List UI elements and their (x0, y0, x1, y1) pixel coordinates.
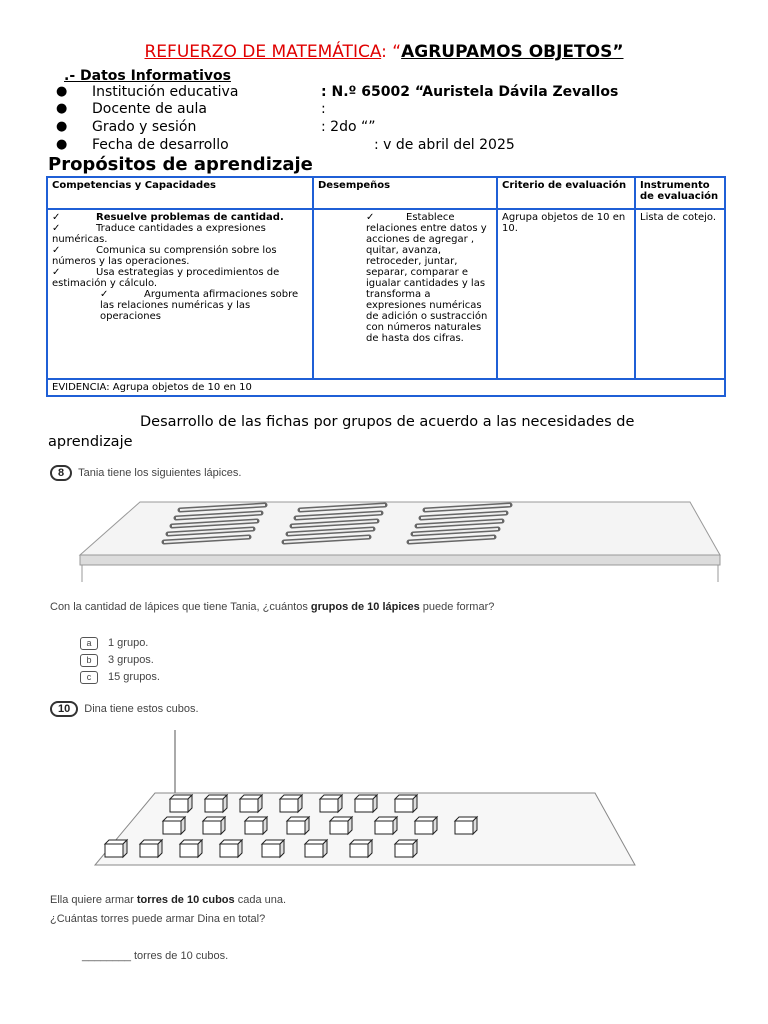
check-icon: ✓ (100, 289, 109, 300)
info-label: Docente de aula (92, 101, 207, 117)
q10-line1-post: cada una. (234, 894, 287, 906)
document-title (0, 42, 768, 62)
cube-icon (355, 795, 377, 812)
check-icon: ✓ (52, 212, 61, 223)
check-icon: ✓ (52, 245, 61, 256)
title-topic: AGRUPAMOS OBJETOS” (401, 42, 624, 62)
check-icon: ✓ (366, 212, 375, 223)
q10-line1 (50, 894, 286, 906)
competencia-text: Resuelve problemas de cantidad. (96, 212, 284, 223)
cube-icon (245, 817, 267, 834)
title-separator: : “ (381, 42, 402, 62)
option-letter: c (80, 671, 98, 684)
cell-instrumento: Lista de cotejo. (635, 209, 725, 379)
cube-icon (140, 840, 162, 857)
q8-question-post: puede formar? (419, 601, 495, 613)
capacidad-item: Traduce cantidades a expresiones numéricas. (52, 223, 266, 245)
q10-header (50, 701, 199, 717)
option-text: 15 grupos. (108, 671, 160, 683)
cube-icon (220, 840, 242, 857)
info-label: Institución educativa (92, 84, 239, 100)
capacidad-item: Comunica su comprensión sobre los números y las operaciones. (52, 245, 277, 267)
info-label: Fecha de desarrollo (92, 137, 229, 153)
q10-answer-line[interactable]: ________ torres de 10 cubos. (82, 950, 229, 962)
cube-icon (415, 817, 437, 834)
cube-icon (105, 840, 127, 857)
bullet-icon: ● (56, 101, 68, 116)
header-desempenos: Desempeños (313, 177, 497, 209)
q10-line2: ¿Cuántas torres puede armar Dina en total? (50, 913, 266, 925)
purpose-title: Propósitos de aprendizaje (48, 154, 313, 175)
cube-icon (320, 795, 342, 812)
bullet-icon: ● (56, 137, 68, 152)
q8-question-pre: Con la cantidad de lápices que tiene Tania, ¿cuántos (50, 601, 311, 613)
development-text: Desarrollo de las fichas por grupos de acuerdo a las necesidades de aprendizaje (48, 414, 635, 450)
info-value: : v de abril del 2025 (374, 137, 515, 153)
desempeno-text: Establece relaciones entre datos y acciones de agregar , quitar, avanza, retroceder, juntar, separar, comparar e igualar cantidades y las transforma a expresiones numéricas de adición o sustracción con números naturales de hasta dos cifras. (366, 212, 488, 344)
competency-table (46, 176, 726, 397)
q8-option-a[interactable] (80, 637, 148, 650)
cube-icon (395, 795, 417, 812)
info-heading: .- Datos Informativos (64, 68, 231, 84)
info-value: : (321, 101, 326, 117)
header-competencias: Competencias y Capacidades (47, 177, 313, 209)
q8-question-bold: grupos de 10 lápices (310, 601, 420, 613)
cell-criterio: Agrupa objetos de 10 en 10. (497, 209, 635, 379)
q10-number: 10 (50, 701, 78, 717)
q8-question (50, 601, 550, 613)
info-value: : N.º 65002 “Auristela Dávila Zevallos (321, 84, 619, 100)
q8-option-b[interactable] (80, 654, 154, 667)
cube-icon (350, 840, 372, 857)
header-instrumento: Instrumento de evaluación (635, 177, 725, 209)
q8-number: 8 (50, 465, 72, 481)
q8-option-c[interactable] (80, 671, 160, 684)
cube-icon (240, 795, 262, 812)
q10-text: Dina tiene estos cubos. (84, 703, 199, 715)
check-icon: ✓ (52, 223, 61, 234)
info-value: : 2do “” (321, 119, 376, 135)
cube-icon (262, 840, 284, 857)
cube-icon (455, 817, 477, 834)
cell-competencias (47, 209, 313, 379)
cube-icon (330, 817, 352, 834)
cube-icon (163, 817, 185, 834)
pencils-on-table-image (0, 480, 768, 595)
cube-icon (305, 840, 327, 857)
cell-desempenos (313, 209, 497, 379)
cube-icon (375, 817, 397, 834)
option-letter: b (80, 654, 98, 667)
q8-header (50, 465, 241, 481)
capacidad-item: Usa estrategias y procedimientos de estimación y cálculo. (52, 267, 280, 289)
cube-icon (395, 840, 417, 857)
capacidad-item: Argumenta afirmaciones sobre las relaciones numéricas y las operaciones (100, 289, 299, 322)
cell-evidencia: EVIDENCIA: Agrupa objetos de 10 en 10 (47, 379, 725, 396)
cube-icon (280, 795, 302, 812)
q10-line1-pre: Ella quiere armar (50, 894, 137, 906)
cube-icon (180, 840, 202, 857)
cube-icon (203, 817, 225, 834)
title-subject: REFUERZO DE MATEMÁTICA (144, 42, 382, 62)
q8-text: Tania tiene los siguientes lápices. (78, 467, 242, 479)
cubes-image (0, 725, 768, 875)
check-icon: ✓ (52, 267, 61, 278)
option-text: 1 grupo. (108, 637, 149, 649)
option-letter: a (80, 637, 98, 650)
option-text: 3 grupos. (108, 654, 154, 666)
cube-icon (287, 817, 309, 834)
q10-line1-bold: torres de 10 cubos (136, 894, 235, 906)
bullet-icon: ● (56, 119, 68, 134)
cube-icon (205, 795, 227, 812)
info-label: Grado y sesión (92, 119, 197, 135)
header-criterio: Criterio de evaluación (497, 177, 635, 209)
bullet-icon: ● (56, 84, 68, 99)
cube-icon (170, 795, 192, 812)
